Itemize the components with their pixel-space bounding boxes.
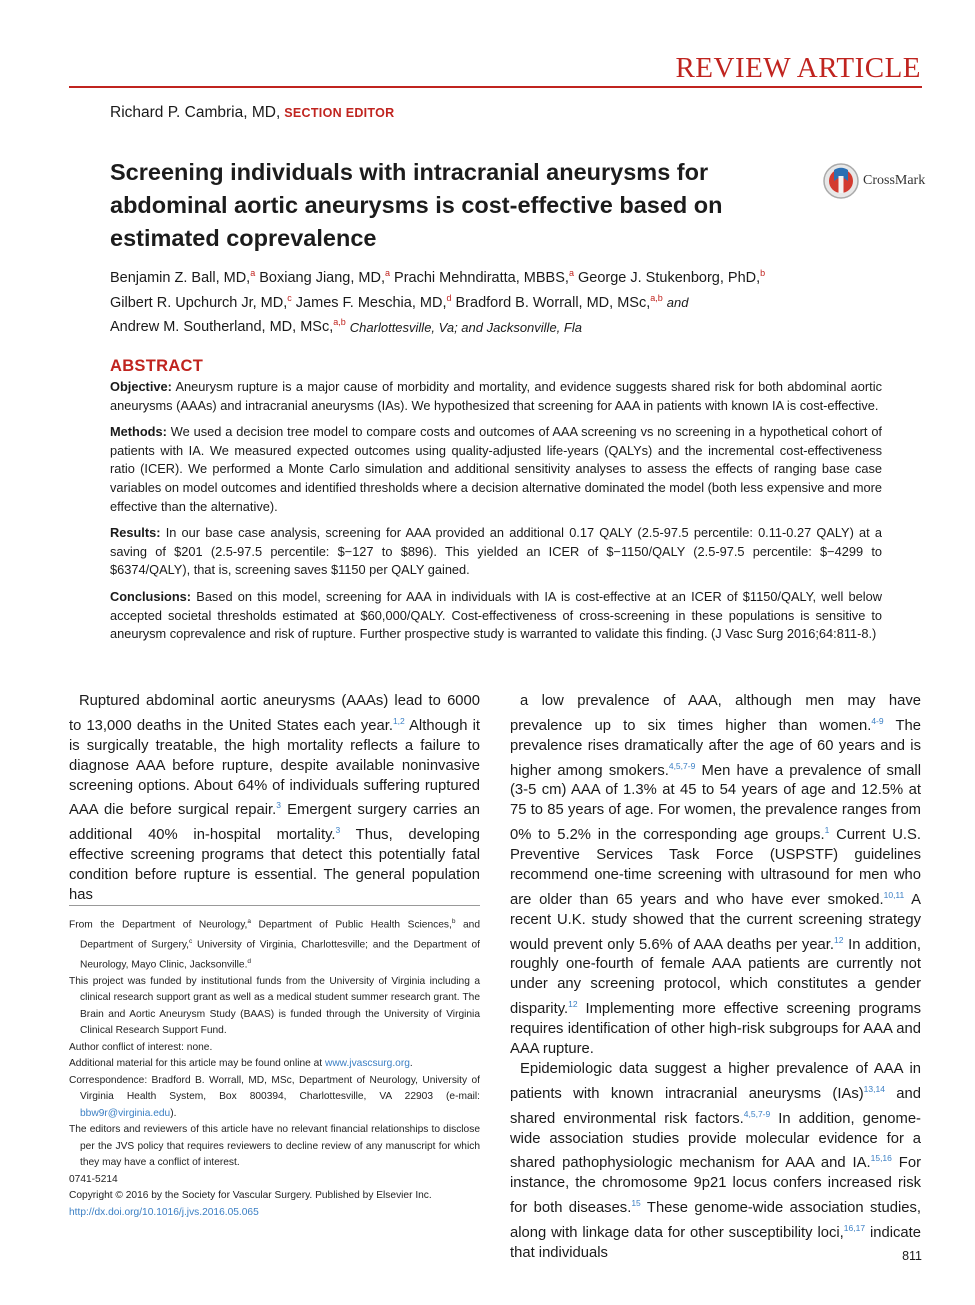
doi-link[interactable]: http://dx.doi.org/10.1016/j.jvs.2016.05.065 xyxy=(69,1206,259,1218)
affiliation-mark: c xyxy=(189,937,193,945)
email-link[interactable]: bbw9r@virginia.edu xyxy=(80,1107,171,1119)
journal-link[interactable]: www.jvascsurg.org xyxy=(324,1058,410,1070)
citation-ref[interactable]: 16,17 xyxy=(843,1222,866,1233)
header-rule xyxy=(69,86,922,88)
footnotes xyxy=(69,914,480,1221)
citation-ref[interactable]: 4,5,7-9 xyxy=(668,760,696,771)
affiliation-mark: a xyxy=(247,918,251,925)
citation-ref[interactable]: 4-9 xyxy=(871,715,884,726)
citation-ref[interactable]: 3 xyxy=(276,800,281,811)
section-label: REVIEW ARTICLE xyxy=(675,52,921,84)
editor-name: Richard P. Cambria, MD, xyxy=(110,104,281,121)
author: Prachi Mehndiratta, MBBS,$^a$ xyxy=(394,268,574,286)
footnote-rule xyxy=(69,905,480,906)
citation-ref[interactable]: 15 xyxy=(631,1198,641,1209)
abstract xyxy=(110,357,882,652)
footnote-conflict: Author conflict of interest: none. xyxy=(69,1041,213,1053)
citation-ref[interactable]: 3 xyxy=(335,825,341,836)
author-locations: Charlottesville, Va; and Jacksonville, Fla xyxy=(349,319,582,335)
citation-ref[interactable]: 1,2 xyxy=(392,715,405,726)
page-number: 811 xyxy=(902,1249,922,1263)
citation-ref[interactable]: 15,16 xyxy=(870,1153,892,1164)
footnote-editors: The editors and reviewers of this article have no relevant financial relationships to disclose per the JVS policy that requires reviewers to decline review of any manuscript for which they may have a conflict of interest. xyxy=(69,1124,480,1169)
footnote-funding: This project was funded by institutional funds from the University of Virginia including a clinical research support grant as well as a medical student summer research grant. The Brain and Aortic Aneurysm Study (BAAS) is funded through the University of Virginia Clinical Research Support Fund. xyxy=(69,975,480,1037)
citation-ref[interactable]: 12 xyxy=(834,934,844,945)
author: Andrew M. Southerland, MD, MSc,$^{a,b}$ xyxy=(110,317,346,336)
footnote-affiliations: From the Department of Neurology,$^a$ Department of Public Health Sciences,$^b$ and Department of Surgery,$^c$ University of Virginia, Charlottesville; and the Department of Neurology, Mayo Clinic, Jacksonville.$^d$ xyxy=(69,918,480,971)
affiliation-mark: b xyxy=(451,918,456,925)
author: James F. Meschia, MD,$^d$ xyxy=(295,292,452,311)
footnote-copyright: Copyright © 2016 by the Society for Vascular Surgery. Published by Elsevier Inc. xyxy=(69,1190,432,1202)
body-column-left xyxy=(69,692,480,906)
author: George J. Stukenborg, PhD,$^b$ xyxy=(577,268,766,286)
footnote-doi xyxy=(69,1205,480,1222)
abstract-objective: Objective: Aneurysm rupture is a major cause of morbidity and mortality, and evidence suggests shared risk for both abdominal aortic aneurysms (AAAs) and intracranial aneurysms (IAs). We hypothesized that screening for AAA in patients with known IA is cost-effective. xyxy=(110,379,882,413)
body-paragraph: Epidemiologic data suggest a higher prevalence of AAA in patients with known intracranial aneurysms (IAs)$^{13,14}$ and shared environmental risk factors.$^{4,5,7-9}$ In addition, genome-wide association studies provide molecular evidence for a shared pathophysiologic mechanism for AAA and IA.$^{15,16}$ For instance, the chromosome 9p21 locus confers increased risk for both diseases.$^{15}$ These genome-wide association studies, along with linkage data for other susceptibility loci,$^{16,17}$ indicate that individuals xyxy=(510,1060,921,1261)
body-paragraph: a low prevalence of AAA, although men may have prevalence up to six times higher than women.$^{4-9}$ The prevalence rises dramatically after the age of 60 years and is higher among smokers.$^{4,5,7-9}$ Men have a prevalence of small (3-5 cm) AAA of 1.3% at 45 to 54 years of age and 12.5% at 75 to 85 years of age. For women, the prevalence ranges from 0% to 5.2% in the corresponding age groups.$^1$ Current U.S. Preventive Services Task Force (USPSTF) guidelines recommend one-time screening with ultrasound for men who are older than 65 years and who have ever smoked.$^{10,11}$ A recent U.K. study showed that the current screening strategy would prevent only 5.6% of AAA deaths per year.$^{12}$ In addition, roughly one-fourth of female AAA patients are currently not under any screening protocol, which constitutes a gender disparity.$^{12}$ Implementing more effective screening programs requires identification of other high-risk subgroups for AAA and AAA rupture. xyxy=(510,693,921,1058)
abstract-results: Results: In our base case analysis, screening for AAA provided an additional 0.17 QALY (2.5-97.5 percentile: 0.11-0.27 QALY) at a saving of $201 (2.5-97.5 percentile: $−127 to $896). This yielded an ICER of $−1150/QALY (2.5-97.5 percentile: $−4299 to $6374/QALY), that is, screening saves $1150 per QALY gained. xyxy=(110,525,882,578)
citation-ref[interactable]: 4,5,7-9 xyxy=(743,1108,771,1119)
section-editor xyxy=(110,104,395,122)
author: Gilbert R. Upchurch Jr, MD,$^c$ xyxy=(110,292,292,311)
citation-ref[interactable]: 12 xyxy=(568,999,578,1010)
citation-ref[interactable]: 13,14 xyxy=(863,1083,885,1094)
abstract-heading: ABSTRACT xyxy=(110,357,204,375)
author: Benjamin Z. Ball, MD,$^a$ xyxy=(110,268,256,286)
crossmark-icon xyxy=(822,162,860,200)
abstract-conclusions: Conclusions: Based on this model, screening for AAA in individuals with IA is cost-effective at an ICER of $1150/QALY, well below accepted societal thresholds estimated at $60,000/QALY. Cost-effectiveness of cross-screening in these populations is sensitive to aneurysm coprevalence and risk of rupture. Further prospective study is warranted to validate this finding. (J Vasc Surg 2016;64:811-8.) xyxy=(110,588,882,642)
footnote-correspondence: Correspondence: Bradford B. Worrall, MD, MSc, Department of Neurology, University of Virginia Health System, Box 800394, Charlottesville, VA 22903 (e-mail: bbw9r@virginia.edu). xyxy=(69,1074,480,1119)
crossmark-label: CrossMark xyxy=(863,173,926,188)
author: Boxiang Jiang, MD,$^a$ xyxy=(259,268,391,286)
crossmark-badge[interactable] xyxy=(822,162,925,200)
citation-ref[interactable]: 1 xyxy=(824,825,830,836)
body-paragraph: Ruptured abdominal aortic aneurysms (AAAs) lead to 6000 to 13,000 deaths in the United States each year.$^{1,2}$ Although it is surgically treatable, the high mortality reflects a failure to diagnose AAA before rupture, despite available noninvasive screening options. About 64% of individuals suffering ruptured AAA die before surgical repair.$^3$ Emergent surgery carries an additional 40% in-hospital mortality.$^3$ Thus, developing effective screening programs that detect this potentially fatal condition before rupture is essential. The general population has xyxy=(69,693,480,903)
author-list xyxy=(110,263,870,337)
author: Bradford B. Worrall, MD, MSc,$^{a,b}$ xyxy=(455,292,663,311)
citation-ref[interactable]: 10,11 xyxy=(883,889,905,900)
footnote-additional: Additional material for this article may be found online at www.jvascsurg.org. xyxy=(69,1058,413,1070)
and-word: and xyxy=(666,294,689,310)
body-column-right xyxy=(510,692,921,1264)
article-title: Screening individuals with intracranial aneurysms for abdominal aortic aneurysms is cost-effective based on estimated coprevalence xyxy=(110,159,723,251)
affiliation-mark: d xyxy=(247,957,252,965)
abstract-methods: Methods: We used a decision tree model to compare costs and outcomes of AAA screening vs no screening in a hypothetical cohort of patients with IA. We measured expected outcomes using quality-adjusted life-years (QALYs) and the incremental cost-effectiveness ratio (ICER). We performed a Monte Carlo simulation and additional sensitivity analyses to assess the effects of ranging base case variables on model outcomes and identified thresholds where a decision alternative dominated the model (both less expensive and more effective than the alternative). xyxy=(110,424,882,514)
editor-role: SECTION EDITOR xyxy=(284,106,395,120)
footnote-issn: 0741-5214 xyxy=(69,1173,118,1185)
